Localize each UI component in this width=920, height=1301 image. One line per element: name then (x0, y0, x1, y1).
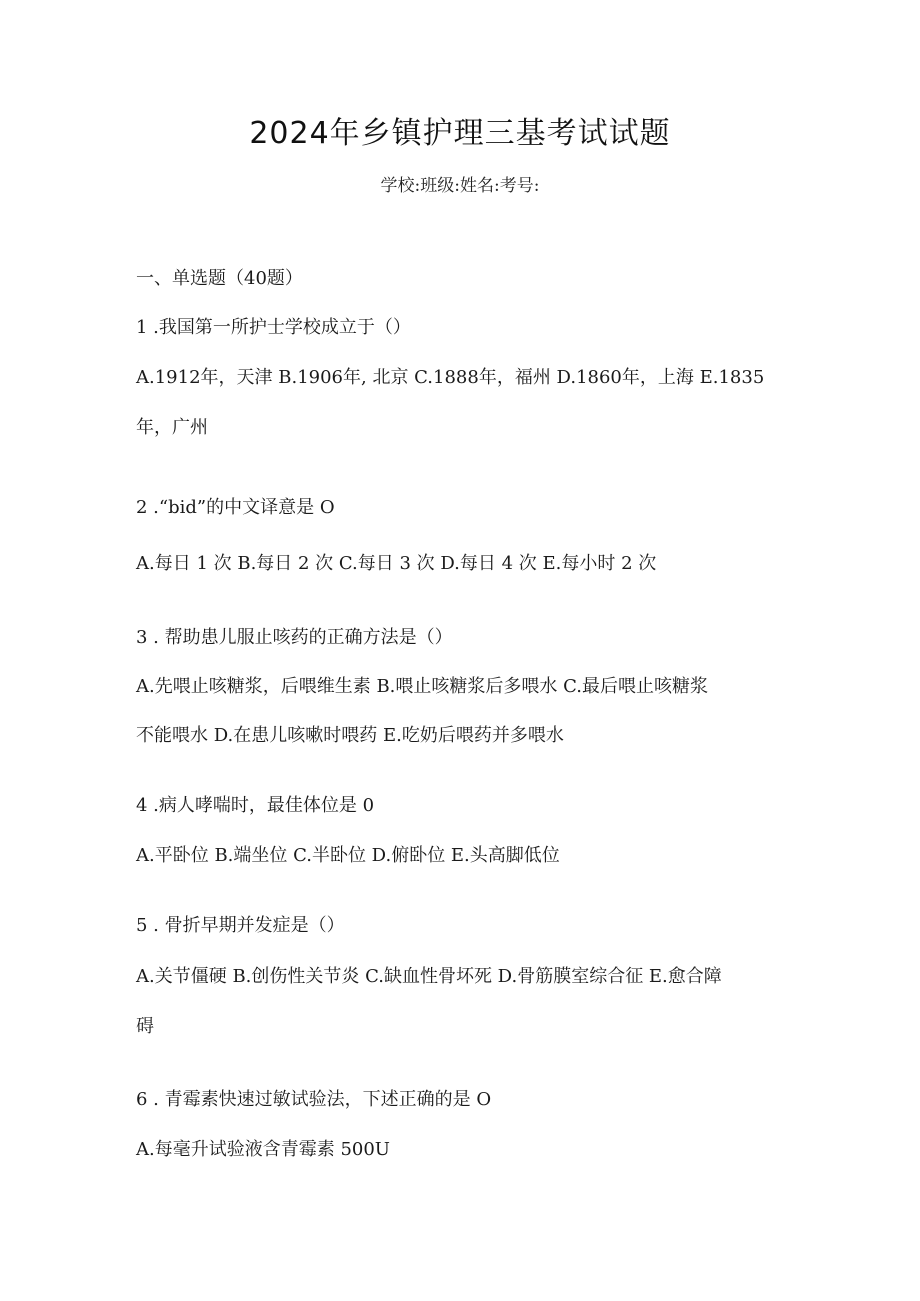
question-2-options-line-1: A.每日 1 次 B.每日 2 次 C.每日 3 次 D.每日 4 次 E.每小时 2 次 (136, 553, 657, 574)
question-1-options-line-1: A.1912年，天津 B.1906年, 北京 C.1888年，福州 D.1860年，上海 E.1835 (136, 367, 765, 388)
section-heading: 一、单选题（40题） (136, 268, 303, 289)
question-5-stem: 5 . 骨折早期并发症是（） (136, 915, 345, 936)
student-info-line: 学校:班级:姓名:考号: (380, 176, 540, 196)
page-title: 2024年乡镇护理三基考试试题 (249, 116, 671, 151)
question-3-options-line-2: 不能喂水 D.在患儿咳嗽时喂药 E.吃奶后喂药并多喂水 (136, 725, 564, 746)
question-1-options-line-2: 年，广州 (136, 417, 208, 438)
question-2-stem: 2 .“bid”的中文译意是 O (136, 497, 335, 518)
question-4-options-line-1: A.平卧位 B.端坐位 C.半卧位 D.俯卧位 E.头高脚低位 (136, 845, 560, 866)
question-6-stem: 6 . 青霉素快速过敏试验法，下述正确的是 O (136, 1089, 492, 1110)
question-4-stem: 4 .病人哮喘时，最佳体位是 0 (136, 795, 375, 816)
question-3-options-line-1: A.先喂止咳糖浆，后喂维生素 B.喂止咳糖浆后多喂水 C.最后喂止咳糖浆 (136, 676, 708, 697)
question-5-options-line-2: 碍 (136, 1016, 154, 1037)
question-3-stem: 3 . 帮助患儿服止咳药的正确方法是（） (136, 627, 453, 648)
question-5-options-line-1: A.关节僵硬 B.创伤性关节炎 C.缺血性骨坏死 D.骨筋膜室综合征 E.愈合障 (136, 966, 722, 987)
question-1-stem: 1 .我国第一所护士学校成立于（） (136, 317, 411, 338)
question-6-options-line-1: A.每毫升试验液含青霉素 500U (136, 1139, 390, 1160)
